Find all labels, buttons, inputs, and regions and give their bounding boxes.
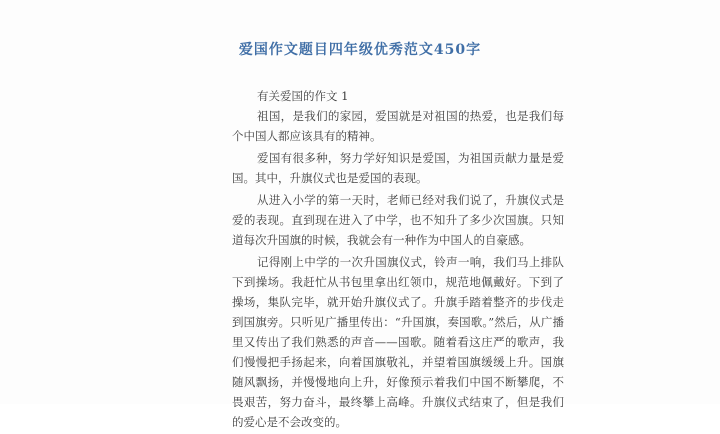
document-title: 爱国作文题目四年级优秀范文450字 bbox=[238, 42, 482, 58]
essay-subtitle: 有关爱国的作文 1 bbox=[257, 89, 349, 103]
paragraph-1: 祖国，是我们的家园，爱国就是对祖国的热爱，也是我们每个中国人都应该具有的精神。 bbox=[232, 109, 564, 143]
paragraph-3: 从进入小学的第一天时，老师已经对我们说了，升旗仪式是爱的表现。直到现在进入了中学，也不知升了多少次国旗。只知道每次升国旗的时候，我就会有一种作为中国人的自豪感。 bbox=[232, 193, 564, 247]
document-body bbox=[232, 86, 564, 434]
paragraph-4: 记得刚上中学的一次升国旗仪式，铃声一响，我们马上排队下到操场。我赶忙从书包里拿出红领巾，规范地佩戴好。下到了操场，集队完毕，就开始升旗仪式了。升旗手踏着整齐的步伐走到国旗旁。只听见广播里传出：“升国旗，奏国歌。”然后，从广播里又传出了我们熟悉的声音——国歌。随着看这庄严的歌声，我们慢慢把手扬起来，向着国旗敬礼，并望着国旗缓缓上升。国旗随风飘扬，并慢慢地向上升，好像预示着我们中国不断攀爬，不畏艰苦，努力奋斗，最终攀上高峰。升旗仪式结束了，但是我们的爱心是不会改变的。 bbox=[232, 255, 564, 429]
paragraph-2: 爱国有很多种，努力学好知识是爱国，为祖国贡献力量是爱国。其中，升旗仪式也是爱国的表现。 bbox=[232, 151, 564, 185]
